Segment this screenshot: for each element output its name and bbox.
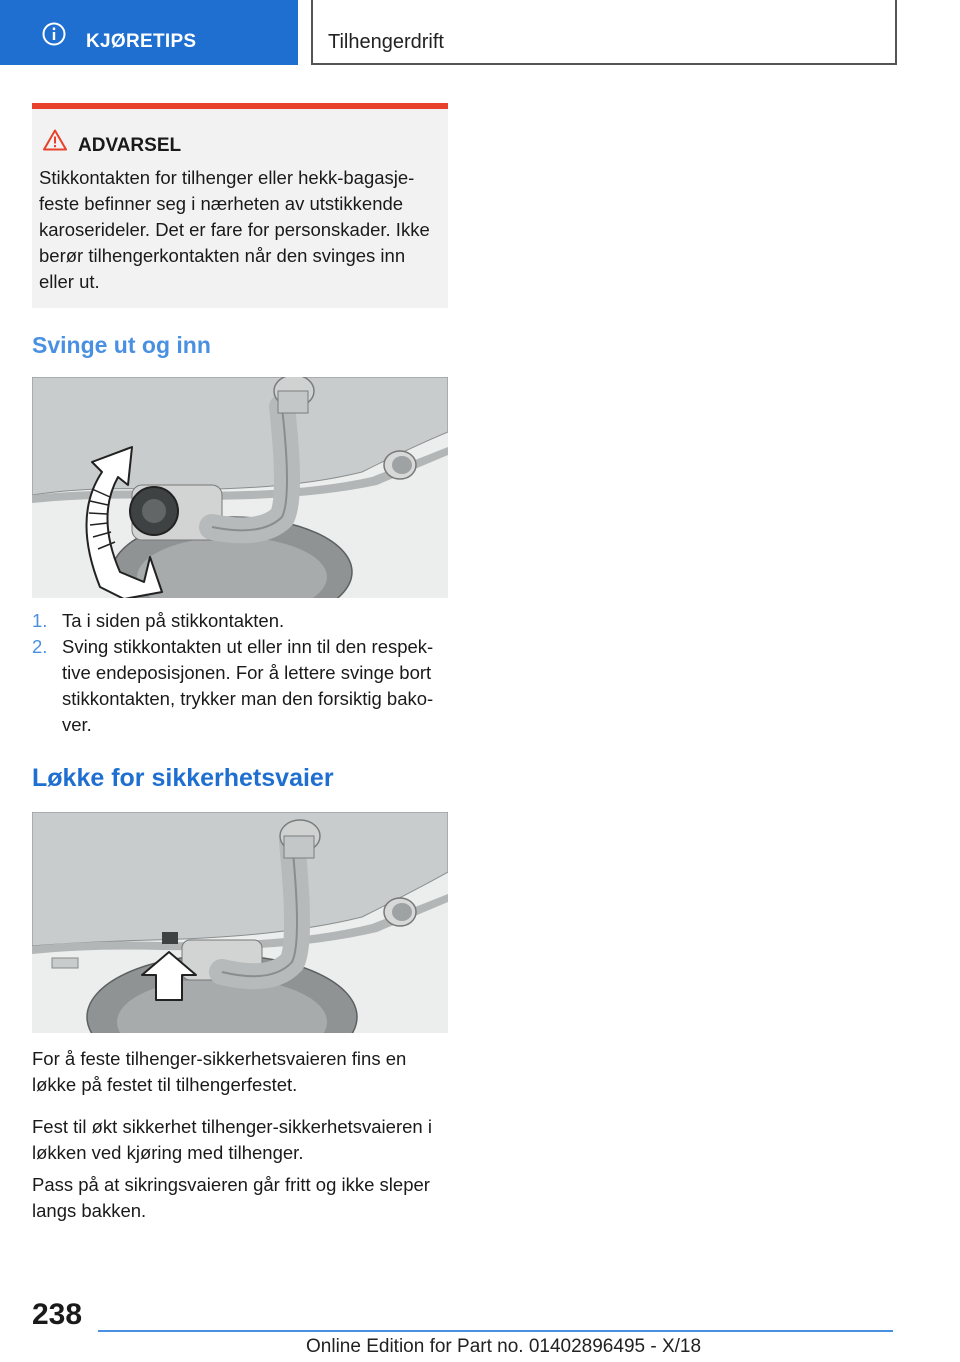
info-circle-icon <box>42 22 66 46</box>
footer-divider <box>98 1330 893 1332</box>
paragraph-line: løkke på festet til tilhengerfestet. <box>32 1074 298 1095</box>
footer-edition-text: Online Edition for Part no. 01402896495 - X/18 <box>306 1336 702 1357</box>
paragraph-line: Fest til økt sikkerhet tilhenger-sikkerhetsvaieren i <box>32 1116 432 1137</box>
list-item <box>32 634 448 738</box>
paragraph-line: langs bakken. <box>32 1200 147 1221</box>
step-line: Sving stikkontakten ut eller inn til den respek- <box>62 636 434 657</box>
paragraph <box>32 1172 450 1224</box>
step-line: tive endeposisjonen. For å lettere svinge bort <box>62 662 432 683</box>
safety-loop-illustration <box>32 812 448 1033</box>
figure-safety-loop <box>32 812 448 1033</box>
paragraph-line: For å feste tilhenger-sikkerhetsvaieren fins en <box>32 1048 407 1069</box>
chapter-tab <box>0 0 298 65</box>
section-header <box>311 0 897 65</box>
paragraph-line: løkken ved kjøring med tilhenger. <box>32 1142 304 1163</box>
warning-line: Stikkontakten for tilhenger eller hekk-bagasje- <box>39 167 415 188</box>
step-line: stikkontakten, trykker man den forsiktig bako- <box>62 688 434 709</box>
warning-line: karoserideler. Det er fare for personskader. Ikke <box>39 219 430 240</box>
step-number: 1. <box>32 610 48 631</box>
figure-swing-socket <box>32 377 448 598</box>
chapter-label: KJØRETIPS <box>86 31 197 52</box>
warning-box <box>32 103 448 308</box>
warning-text <box>39 165 439 295</box>
step-line: Ta i siden på stikkontakten. <box>62 610 285 631</box>
page-number: 238 <box>32 1298 83 1331</box>
warning-line: eller ut. <box>39 271 100 292</box>
section-title-safety-loop: Løkke for sikkerhetsvaier <box>32 764 334 792</box>
paragraph <box>32 1114 450 1166</box>
paragraph <box>32 1046 450 1098</box>
warning-title: ADVARSEL <box>78 135 182 156</box>
step-number: 2. <box>32 636 48 657</box>
section-header-title: Tilhengerdrift <box>328 31 444 53</box>
paragraph-line: Pass på at sikringsvaieren går fritt og ikke sleper <box>32 1174 430 1195</box>
warning-line: berør tilhengerkontakten når den svinges inn <box>39 245 406 266</box>
list-item <box>32 608 448 634</box>
warning-line: feste befinner seg i nærheten av utstikkende <box>39 193 404 214</box>
steps-list <box>32 608 448 738</box>
tow-hitch-swing-illustration <box>32 377 448 598</box>
step-line: ver. <box>62 714 92 735</box>
section-title-swing: Svinge ut og inn <box>32 332 211 358</box>
warning-triangle-icon <box>43 129 67 151</box>
